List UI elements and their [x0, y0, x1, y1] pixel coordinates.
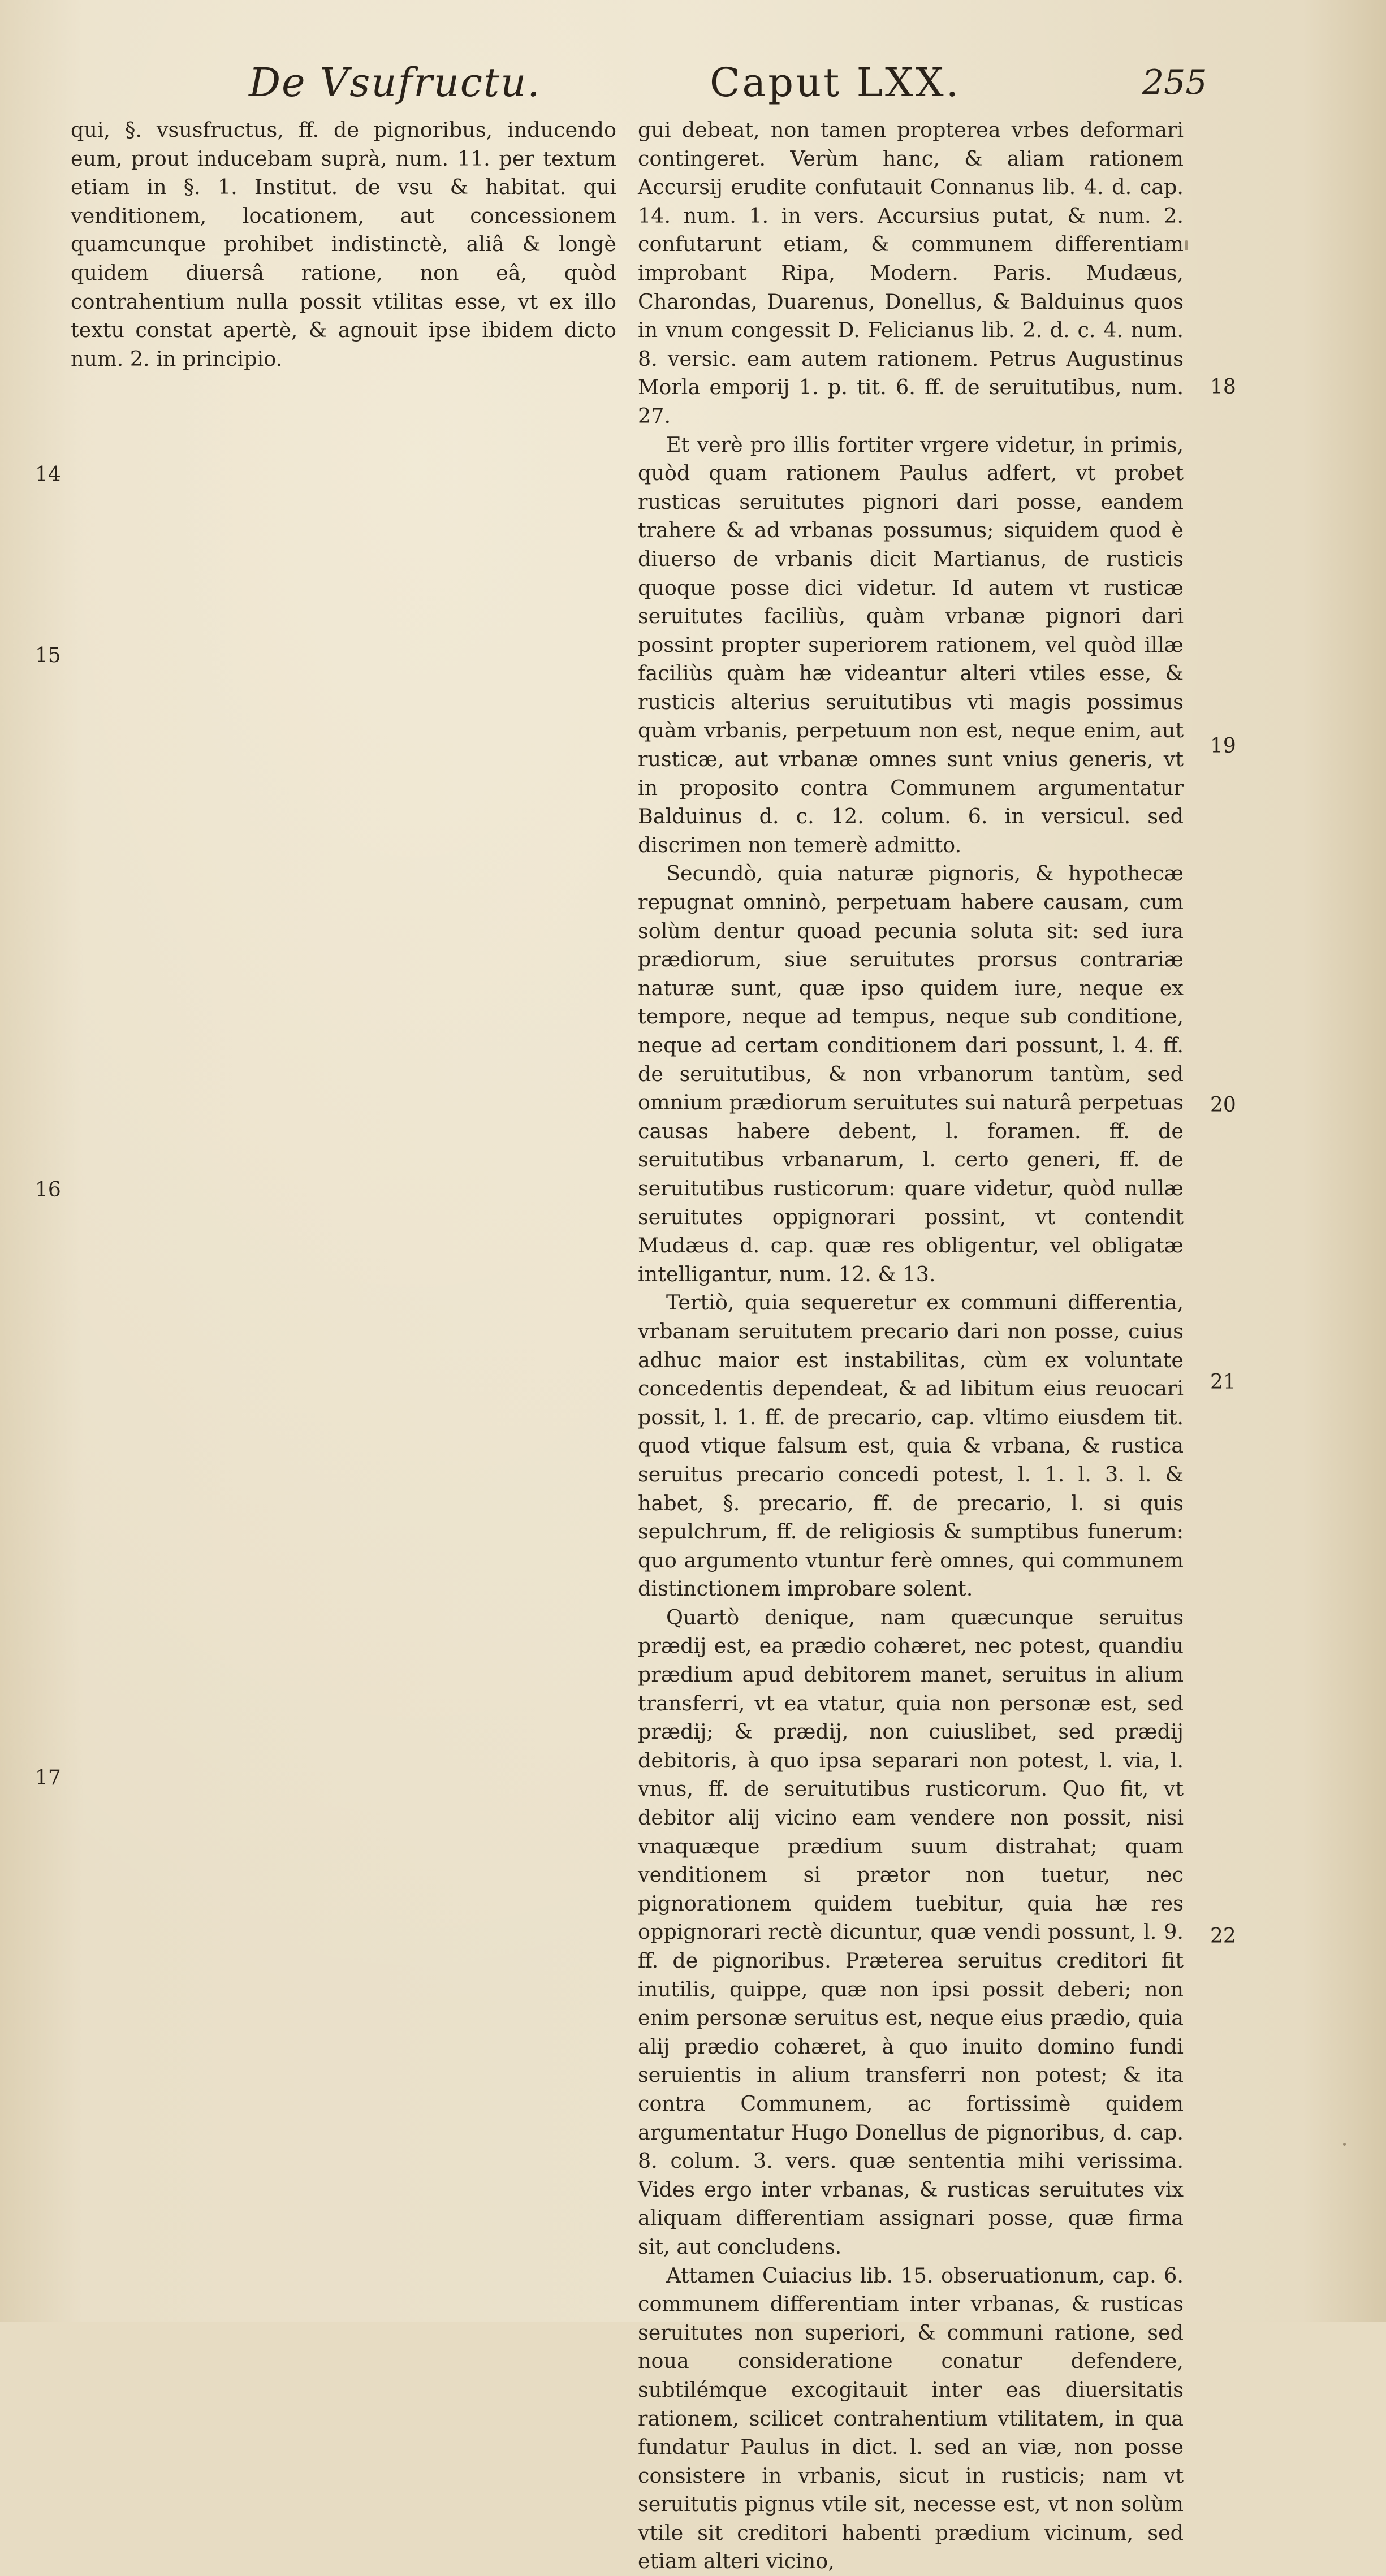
margin-number: 16: [35, 1178, 61, 1201]
paragraph: gui debeat, non tamen propterea vrbes deformari contingeret. Verùm hanc, & aliam rationem Accursij erudite confutauit Connanus lib. 4. d. cap. 14. num. 1. in vers. Accursius putat, & num. 2. confutarunt etiam, & communem differentiam improbant Ripa, Modern. Paris. Mudæus, Charondas, Duarenus, Donellus, & Balduinus quos in vnum congessit D. Felicianus lib. 2. d. c. 4. num. 8. versic. eam autem rationem. Petrus Augustinus Morla emporij 1. p. tit. 6. ff. de seruitutibus, num. 27.: [638, 118, 1184, 428]
margin-number: 22: [1210, 1925, 1236, 1948]
margin-number: 21: [1210, 1371, 1236, 1394]
paragraph: Et verè pro illis fortiter vrgere videtur, in primis, quòd quam rationem Paulus adfert, vt probet rusticas seruitutes pignori dari posse, eandem trahere & ad vrbanas possumus; siquidem quod è diuerso de vrbanis dicit Martianus, de rusticis quoque posse dici videtur. Id autem vt rusticæ seruitutes faciliùs, quàm vrbanæ pignori dari possint propter superiorem rationem, vel quòd illæ faciliùs quàm hæ videantur alteri vtiles esse, & rusticis alterius seruitutibus vti magis possimus quàm vrbanis, perpetuum non est, neque enim, aut rusticæ, aut vrbanæ omnes sunt vnius generis, vt in proposito contra Communem argumentatur Balduinus d. c. 12. colum. 6. in versicul. sed discrimen non temerè admitto.: [638, 432, 1184, 857]
running-head-chapter: Caput LXX.: [710, 59, 961, 106]
margin-number: 19: [1210, 734, 1236, 758]
margin-number: 20: [1210, 1093, 1236, 1117]
margin-number: 14: [35, 463, 61, 486]
margin-number: 17: [35, 1766, 61, 1790]
page-number: 255: [1142, 63, 1207, 102]
paragraph: Quartò denique, nam quæcunque seruitus prædij est, ea prædio cohæret, nec potest, quandiu prædium apud debitorem manet, seruitus in alium transferri, vt ea vtatur, quia non personæ est, sed prædij; & prædij, non cuiuslibet, sed prædij debitoris, à quo ipsa separari non potest, l. via, l. vnus, ff. de seruitutibus rusticorum. Quo fit, vt debitor alij vicino eam vendere non possit, nisi vnaquæque prædium suum distrahat; quam venditionem si prætor non tuetur, nec pignorationem quidem tuebitur, quia hæ res oppignorari rectè dicuntur, quæ vendi possunt, l. 9. ff. de pignoribus. Præterea seruitus creditori fit inutilis, quippe, quæ non ipsi possit deberi; non enim personæ seruitus est, neque eius prædio, quia alij prædio cohæret, à quo inuito domino fundi seruientis in alium transferri non potest; & ita contra Communem, ac fortissimè quidem argumentatur Hugo Donellus de pignoribus, d. cap. 8. colum. 3. vers. quæ sententia mihi verissima. Vides ergo inter vrbanas, & rusticas seruitutes vix aliquam differentiam assignari posse, quæ firma sit, aut concludens.: [638, 1605, 1184, 2259]
paper-speck: [1185, 240, 1188, 250]
margin-number: 18: [1210, 375, 1236, 399]
paragraph: Tertiò, quia sequeretur ex communi differentia, vrbanam seruitutem precario dari non posse, cuius adhuc maior est instabilitas, cùm ex voluntate concedentis dependeat, & ad libitum eius reuocari possit, l. 1. ff. de precario, cap. vltimo eiusdem tit. quod vtique falsum est, quia & vrbana, & rustica seruitus precario concedi potest, l. 1. l. 3. l. & habet, §. precario, ff. de precario, l. si quis sepulchrum, ff. de religiosis & sumptibus funerum: quo argumento vtuntur ferè omnes, qui communem distinctionem improbare solent.: [638, 1290, 1184, 1601]
margin-number: 15: [35, 644, 61, 667]
right-text-column: [638, 116, 1184, 2576]
paper-speck: [1343, 2143, 1346, 2146]
left-text-column: [71, 116, 616, 373]
running-head: [0, 59, 1386, 113]
paragraph: qui, §. vsusfructus, ff. de pignoribus, inducendo eum, prout inducebam suprà, num. 11. per textum etiam in §. 1. Institut. de vsu & habitat. qui venditionem, locationem, aut concessionem quamcunque prohibet indistinctè, aliâ & longè quidem diuersâ ratione, non eâ, quòd contrahentium nulla possit vtilitas esse, vt ex illo textu constat apertè, & agnouit ipse ibidem dicto num. 2. in principio.: [71, 118, 616, 371]
paragraph: Secundò, quia naturæ pignoris, & hypothecæ repugnat omninò, perpetuam habere causam, cum solùm dentur quoad pecunia soluta sit: sed iura prædiorum, siue seruitutes prorsus contrariæ naturæ sunt, quæ ipso quidem iure, neque ex tempore, neque ad tempus, neque sub conditione, neque ad certam conditionem dari possunt, l. 4. ff. de seruitutibus, & non vrbanorum tantùm, sed omnium prædiorum seruitutes sui naturâ perpetuas causas habere debent, l. foramen. ff. de seruitutibus vrbanarum, l. certo generi, ff. de seruitutibus rusticorum: quare videtur, quòd nullæ seruitutes oppignorari possint, vt contendit Mudæus d. cap. quæ res obligentur, vel obligatæ intelligantur, num. 12. & 13.: [638, 861, 1184, 1286]
running-head-title: De Vsufructu.: [249, 59, 541, 106]
paragraph: Attamen Cuiacius lib. 15. obseruationum, cap. 6. communem differentiam inter vrbanas, & rusticas seruitutes non superiori, & communi ratione, sed noua consideratione conatur defendere, subtilémque excogitauit inter eas diuersitatis rationem, scilicet contrahentium vtilitatem, in qua fundatur Paulus in dict. l. sed an viæ, non posse consistere in vrbanis, sicut in rusticis; nam vt seruitutis pignus vtile sit, necesse est, vt non solùm vtile sit creditori habenti prædium vicinum, sed etiam alteri vicino,: [638, 2263, 1184, 2574]
